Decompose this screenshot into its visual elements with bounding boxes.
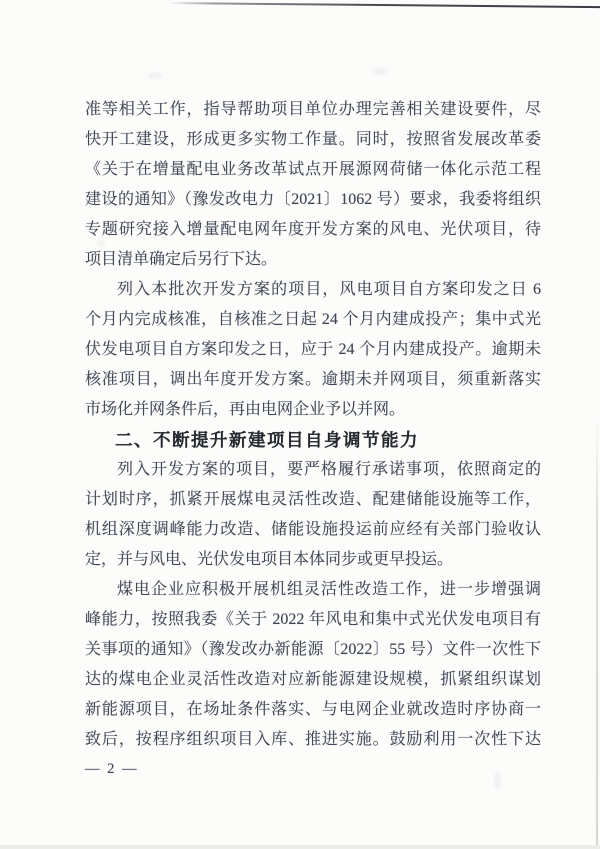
scan-edge-line-right bbox=[596, 412, 598, 849]
document-line: 专题研究接入增量配电网年度开发方案的风电、光伏项目，待 bbox=[85, 221, 541, 238]
document-line: 市场化并网条件后，再由电网企业予以并网。 bbox=[85, 401, 406, 418]
document-line: 准等相关工作，指导帮助项目单位办理完善相关建设要件，尽 bbox=[85, 101, 541, 118]
scan-smudge bbox=[148, 72, 162, 79]
document-line: 建设的通知》（豫发改电力〔2021〕1062 号）要求，我委将组织 bbox=[85, 191, 541, 208]
document-line: 计划时序，抓紧开展煤电灵活性改造、配建储能设施等工作， bbox=[85, 491, 541, 508]
document-line: 煤电企业应积极开展机组灵活性改造工作，进一步增强调 bbox=[117, 581, 541, 598]
document-line: 个月内完成核准，自核准之日起 24 个月内建成投产；集中式光 bbox=[85, 311, 541, 328]
section-heading: 二、不断提升新建项目自身调节能力 bbox=[115, 430, 419, 450]
document-line: 伏发电项目自方案印发之日，应于 24 个月内建成投产。逾期未 bbox=[85, 341, 541, 358]
document-line: 列入本批次开发方案的项目，风电项目自方案印发之日 6 bbox=[117, 281, 541, 298]
document-line: 核准项目，调出年度开发方案。逾期未并网项目，须重新落实 bbox=[85, 371, 541, 388]
document-line: 新能源项目，在场址条件落实、与电网企业就改造时序协商一 bbox=[85, 701, 541, 718]
document-line: 达的煤电企业灵活性改造对应新能源建设规模，抓紧组织谋划 bbox=[85, 671, 541, 688]
document-line: 《关于在增量配电业务改革试点开展源网荷储一体化示范工程 bbox=[85, 161, 541, 178]
document-line: 快开工建设，形成更多实物工作量。同时，按照省发展改革委 bbox=[85, 131, 541, 148]
page-number: — 2 — bbox=[85, 761, 139, 777]
document-line: 致后，按程序组织项目入库、推进实施。鼓励利用一次性下达 bbox=[85, 731, 541, 748]
document-line: 机组深度调峰能力改造、储能设施投运前应经有关部门验收认 bbox=[85, 521, 541, 538]
document-body bbox=[85, 95, 541, 779]
scan-edge-bottom bbox=[0, 845, 600, 849]
document-line: 项目清单确定后另行下达。 bbox=[85, 251, 278, 268]
scan-smudge bbox=[372, 68, 388, 75]
document-line: 定，并与风电、光伏发电项目本体同步或更早投运。 bbox=[85, 551, 454, 568]
document-line: 关事项的通知》（豫发改办新能源〔2022〕55 号）文件一次性下 bbox=[85, 641, 541, 658]
document-line: 列入开发方案的项目，要严格履行承诺事项，依照商定的 bbox=[117, 461, 541, 478]
scan-edge-line-top bbox=[168, 2, 600, 8]
document-line: 峰能力，按照我委《关于 2022 年风电和集中式光伏发电项目有 bbox=[85, 611, 541, 628]
